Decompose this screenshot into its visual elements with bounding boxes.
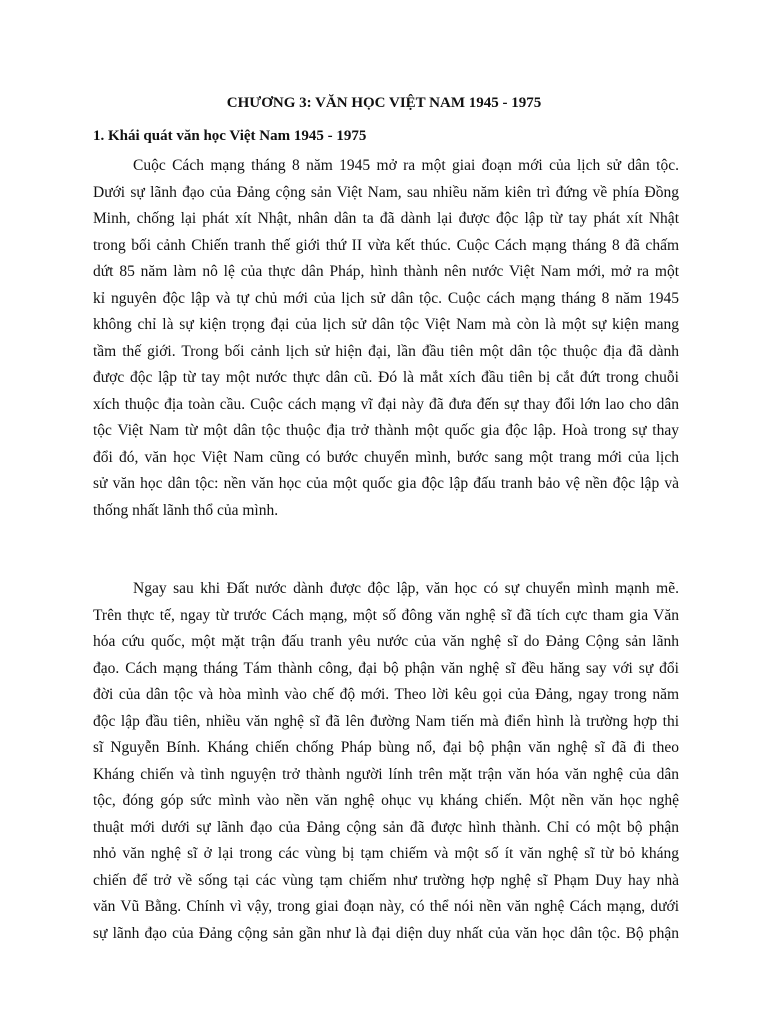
text-line: tộc Việt Nam từ một dân tộc thuộc địa trở thành một quốc gia độc lập. Hoà trong sự thay (93, 422, 679, 439)
text-line: thống nhất lãnh thổ của mình. (93, 501, 279, 519)
paragraph-1 (93, 153, 679, 524)
chapter-title: CHƯƠNG 3: VĂN HỌC VIỆT NAM 1945 - 1975 (226, 95, 542, 111)
text-line: kỉ nguyên độc lập và tự chủ mới của lịch sử dân tộc. Cuộc cách mạng tháng 8 năm 1945 (93, 289, 679, 307)
text-line: đạo. Cách mạng tháng Tám thành công, đại bộ phận văn nghệ sĩ đều hăng say với sự đổi (93, 659, 679, 677)
text-line: trong bối cảnh Chiến tranh thế giới thứ II vừa kết thúc. Cuộc Cách mạng tháng 8 đã chấm (93, 236, 679, 254)
text-line: Minh, chống lại phát xít Nhật, nhân dân ta đã dành lại được độc lập từ tay phát xít Nhật (93, 210, 679, 227)
text-line: Trên thực tế, ngay từ trước Cách mạng, một số đông văn nghệ sĩ đã tích cực tham gia Văn (93, 606, 679, 624)
text-line: chiến để trở về sống tại các vùng tạm chiếm như trường hợp nghệ sĩ Phạm Duy hay nhà (93, 871, 679, 889)
text-line: Dưới sự lãnh đạo của Đảng cộng sản Việt Nam, sau nhiều năm kiên trì đứng về phía Đồng (93, 183, 679, 201)
text-line: sự lãnh đạo của Đảng cộng sản gần như là đại diện duy nhất của văn học dân tộc. Bộ phận (93, 924, 679, 942)
paragraph-2 (93, 576, 679, 947)
text-line: Ngay sau khi Đất nước dành được độc lập, văn học có sự chuyển mình mạnh mẽ. (133, 580, 679, 597)
text-line: hóa cứu quốc, một mặt trận đấu tranh yêu nước của văn nghệ sĩ do Đảng Cộng sản lãnh (93, 633, 679, 650)
text-line: thuật mới dưới sự lãnh đạo của Đảng cộng sản đã được hình thành. Chỉ có một bộ phận (93, 818, 679, 836)
text-line: xích thuộc địa toàn cầu. Cuộc cách mạng vĩ đại này đã đưa đến sự thay đổi lớn lao cho dân (93, 395, 679, 413)
text-line: nhỏ văn nghệ sĩ ở lại trong các vùng bị tạm chiếm và một số ít văn nghệ sĩ từ bỏ kháng (93, 845, 679, 862)
text-line: tộc, đóng góp sức mình vào nền văn nghệ ohục vụ kháng chiến. Một nền văn học nghệ (93, 792, 679, 809)
text-line: đổi đó, văn học Việt Nam cũng có bước chuyển mình, bước sang một trang mới của lịch (93, 448, 679, 466)
text-line: không chỉ là sự kiện trọng đại của lịch sử dân tộc Việt Nam mà còn là một sự kiện mang (93, 316, 679, 333)
text-line: sĩ Nguyễn Bính. Kháng chiến chống Pháp bùng nổ, đại bộ phận văn nghệ sĩ đã đi theo (93, 739, 679, 756)
text-line: sử văn học dân tộc: nền văn học của một quốc gia độc lập đấu tranh bảo vệ nền độc lập và (93, 475, 679, 492)
section-heading: 1. Khái quát văn học Việt Nam 1945 - 1975 (93, 128, 367, 144)
text-line: Cuộc Cách mạng tháng 8 năm 1945 mở ra một giai đoạn mới của lịch sử dân tộc. (133, 157, 679, 174)
text-line: độc lập đầu tiên, nhiều văn nghệ sĩ đã lên đường Nam tiến mà điển hình là trường hợp thi (93, 712, 679, 730)
text-line: được độc lập từ tay một nước thực dân cũ. Đó là mắt xích đầu tiên bị cắt đứt trong chuỗi (93, 369, 679, 386)
text-line: dứt 85 năm làm nô lệ của thực dân Pháp, hình thành nên nước Việt Nam mới, mở ra một (93, 263, 679, 280)
text-line: văn Vũ Bằng. Chính vì vậy, trong giai đoạn này, có thể nói nền văn nghệ Cách mạng, dưới (93, 898, 679, 915)
text-line: tầm thế giới. Trong bối cảnh lịch sử hiện đại, lần đầu tiên một dân tộc thuộc địa đã dành (93, 342, 679, 360)
text-line: đời của dân tộc và hòa mình vào chế độ mới. Theo lời kêu gọi của Đảng, ngay trong năm (93, 686, 679, 703)
text-line: Kháng chiến và tình nguyện trở thành người lính trên mặt trận văn hóa văn nghệ của dân (93, 765, 679, 783)
